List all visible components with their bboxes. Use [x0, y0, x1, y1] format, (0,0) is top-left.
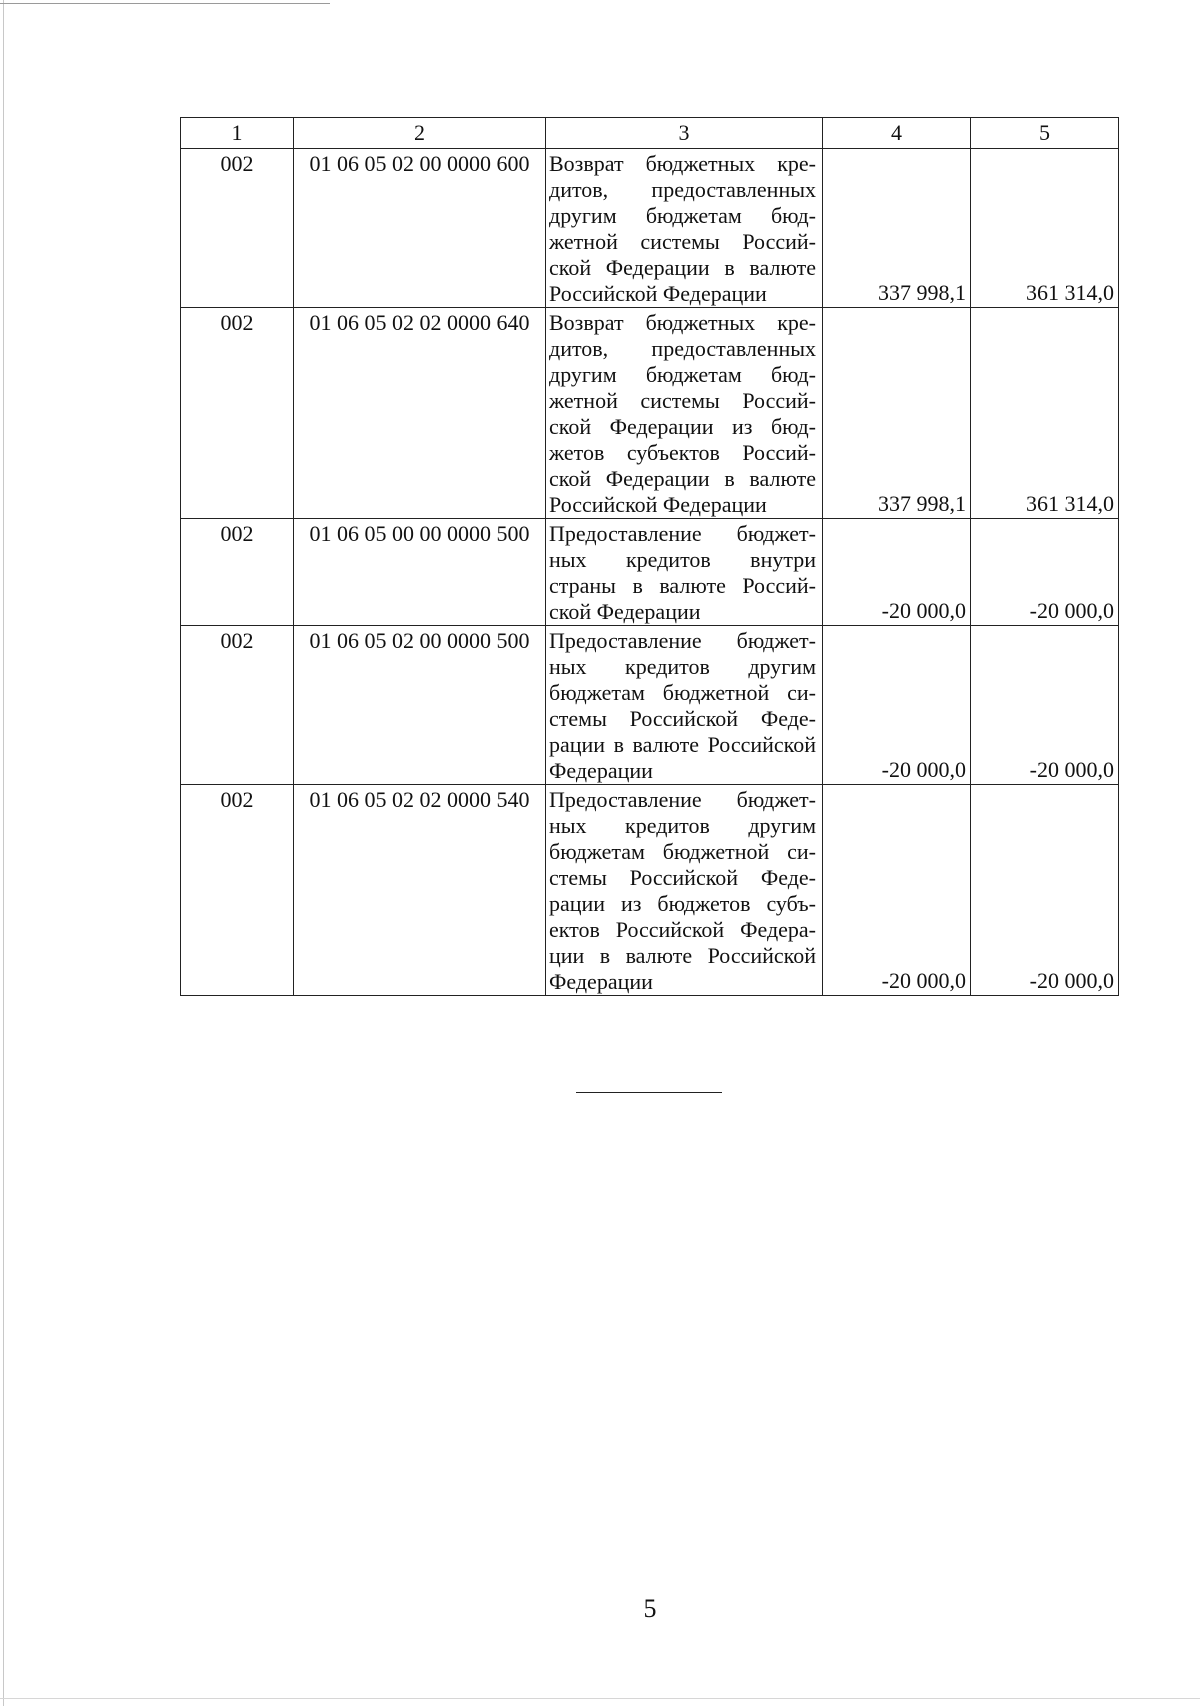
amount-column-5: -20 000,0	[971, 626, 1119, 785]
description-line: Российской Федерации	[549, 492, 767, 517]
table-row	[181, 149, 1119, 308]
budget-classification-code: 01 06 05 02 00 0000 500	[294, 626, 546, 785]
description-line: бюджетам бюджетной си-	[549, 680, 816, 705]
description-line: ской Федерации в валюте	[549, 255, 816, 280]
column-header-3: 3	[546, 118, 823, 149]
description-line: ской Федерации из бюд-	[549, 414, 816, 439]
item-description	[546, 785, 823, 996]
description-line: жетной системы Россий-	[549, 388, 816, 413]
owner-code: 002	[181, 626, 294, 785]
description-line: ции в валюте Российской	[549, 943, 816, 968]
table-row	[181, 785, 1119, 996]
column-header-1: 1	[181, 118, 294, 149]
description-line: Возврат бюджетных кре-	[549, 310, 816, 335]
description-line: стемы Российской Феде-	[549, 706, 816, 731]
column-header-2: 2	[294, 118, 546, 149]
description-line: Предоставление бюджет-	[549, 787, 816, 812]
table-row	[181, 519, 1119, 626]
item-description	[546, 626, 823, 785]
scan-edge-bottom	[0, 1698, 1200, 1699]
description-line: страны в валюте Россий-	[549, 573, 816, 598]
table-row	[181, 308, 1119, 519]
description-line: жетов субъектов Россий-	[549, 440, 816, 465]
scan-edge-left	[3, 0, 4, 1706]
description-line: ных кредитов другим	[549, 813, 816, 838]
description-line: бюджетам бюджетной си-	[549, 839, 816, 864]
budget-classification-code: 01 06 05 02 02 0000 640	[294, 308, 546, 519]
budget-classification-code: 01 06 05 00 00 0000 500	[294, 519, 546, 626]
column-header-4: 4	[823, 118, 971, 149]
description-line: дитов, предоставленных	[549, 177, 816, 202]
description-line: стемы Российской Феде-	[549, 865, 816, 890]
description-line: другим бюджетам бюд-	[549, 203, 816, 228]
owner-code: 002	[181, 785, 294, 996]
amount-column-5: -20 000,0	[971, 519, 1119, 626]
amount-column-5: 361 314,0	[971, 149, 1119, 308]
description-line: Федерации	[549, 969, 653, 994]
item-description	[546, 149, 823, 308]
page-number: 5	[643, 1594, 657, 1623]
description-line: Российской Федерации	[549, 281, 767, 306]
owner-code: 002	[181, 149, 294, 308]
end-of-table-rule	[576, 1092, 722, 1093]
table-row	[181, 626, 1119, 785]
budget-classification-code: 01 06 05 02 00 0000 600	[294, 149, 546, 308]
owner-code: 002	[181, 519, 294, 626]
amount-column-4: -20 000,0	[823, 626, 971, 785]
item-description	[546, 519, 823, 626]
description-line: ных кредитов внутри	[549, 547, 816, 572]
header-row	[181, 118, 1119, 149]
amount-column-5: 361 314,0	[971, 308, 1119, 519]
budget-table	[180, 117, 1119, 996]
description-line: рации в валюте Российской	[549, 732, 816, 757]
description-line: ской Федерации в валюте	[549, 466, 816, 491]
scan-edge-top	[0, 3, 330, 4]
description-line: рации из бюджетов субъ-	[549, 891, 816, 916]
table-header	[181, 118, 1119, 149]
description-line: Возврат бюджетных кре-	[549, 151, 816, 176]
column-header-5: 5	[971, 118, 1119, 149]
amount-column-4: -20 000,0	[823, 519, 971, 626]
description-line: дитов, предоставленных	[549, 336, 816, 361]
description-line: ектов Российской Федера-	[549, 917, 816, 942]
description-line: Предоставление бюджет-	[549, 628, 816, 653]
table-body	[181, 149, 1119, 996]
amount-column-4: -20 000,0	[823, 785, 971, 996]
description-line: Предоставление бюджет-	[549, 521, 816, 546]
amount-column-4: 337 998,1	[823, 308, 971, 519]
description-line: жетной системы Россий-	[549, 229, 816, 254]
description-line: Федерации	[549, 758, 653, 783]
amount-column-5: -20 000,0	[971, 785, 1119, 996]
budget-classification-code: 01 06 05 02 02 0000 540	[294, 785, 546, 996]
description-line: ской Федерации	[549, 599, 701, 624]
amount-column-4: 337 998,1	[823, 149, 971, 308]
description-line: другим бюджетам бюд-	[549, 362, 816, 387]
description-line: ных кредитов другим	[549, 654, 816, 679]
owner-code: 002	[181, 308, 294, 519]
item-description	[546, 308, 823, 519]
